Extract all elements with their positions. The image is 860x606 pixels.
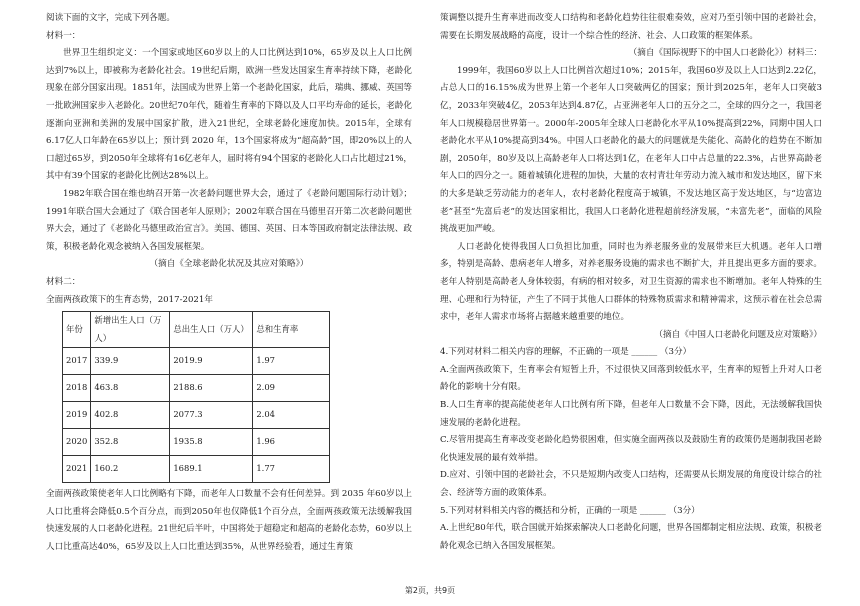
table-header: 年份 [63, 312, 91, 348]
table-cell-total-births: 1689.1 [170, 456, 253, 483]
table-cell-total-births: 2019.9 [170, 348, 253, 375]
table-row [63, 348, 330, 375]
page-footer [0, 585, 860, 596]
material-three-source: （摘自《中国人口老龄化问题及应对策略》） [654, 329, 822, 340]
page-number: 第2页，共9页 [404, 586, 456, 595]
table-cell-total-births: 2188.6 [170, 375, 253, 402]
material-three-paragraph: 1999年，我国60岁以上人口比例首次超过10%；2015年，我国60岁及以上人口达到2.22亿，占总人口的16.15%成为世界上第一个老年人口突破两亿的国家；预计到2025年，老年人口突破3亿，2033年突破4亿，2053年达到4.87亿，占亚洲老年人口的五分之二，全球的四分之一，我国老年人口规模稳居世界第一。2000年-2005年全球人口老龄化水平从10%提高到22%，同期中国人口老龄化水平从10%提高到34%。中国人口老龄化的最大的问题就是失能化、高龄化的趋势在不断加剧，2050年，80岁及以上高龄老年人口将达到1亿，在老年人口中占总量的22.3%，占世界高龄老年人口的四分之一。随着城镇化进程的加快，大量的农村青壮年劳动力流入城市和发达地区，留下来的大多是缺乏劳动能力的老年人，农村老龄化程度高于城镇，不发达地区高于发达地区，与“边富边老”甚至“先富后老”的发达国家相比，我国人口老龄化进程超前经济发展，“未富先老”，面临的风险挑战更加严峻。 [440, 65, 822, 235]
table-row [63, 456, 330, 483]
material-one-paragraph: 1982年联合国在维也纳召开第一次老龄问题世界大会，通过了《老龄问题国际行动计划》；1991年联合国大会通过了《联合国老年人原则》；2002年联合国在马德里召开第二次老龄问题世界大会，通过了《老龄化马德里政治宣言》。美国、德国、英国、日本等国政府制定法律法规、政策，积极老龄化观念被纳入各国发展框架。 [46, 188, 413, 252]
table-header: 新增出生人口（万人） [91, 312, 170, 348]
table-cell-fertility-rate: 2.09 [253, 375, 330, 402]
table-cell-new-births: 160.2 [91, 456, 170, 483]
table-header: 总出生人口（万人） [170, 312, 253, 348]
table-cell-total-births: 1935.8 [170, 429, 253, 456]
question-4-option-c: C.尽管用提高生育率改变老龄化趋势很困难，但实施全面两孩以及鼓励生育的政策仍是遏制我国老龄化快速发展的最有效举措。 [440, 435, 822, 463]
table-cell-new-births: 352.8 [91, 429, 170, 456]
table-row [63, 429, 330, 456]
material-three-paragraph: 人口老龄化使得我国人口负担比加重，同时也为养老服务业的发展带来巨大机遇。老年人口增多，特别是高龄、患病老年人增多，对养老服务设施的需求也不断扩大，并且提出更多方面的要求。老年人特别是高龄老人身体较弱，有病的相对较多，对卫生资源的需求也不断增加。老年人特殊的生理、心理和行为特征，产生了不同于其他人口群体的特殊物质需求和精神需求，这预示着在社会总需求中，老年人需求市场将占据越来越重要的地位。 [440, 241, 822, 323]
table-cell-fertility-rate: 1.97 [253, 348, 330, 375]
question-4: 4.下列对材料二相关内容的理解，不正确的一项是 ______ （3分） [440, 347, 692, 358]
table-cell-year: 2019 [63, 402, 91, 429]
material-two-paragraph: 全面两孩政策使老年人口比例略有下降，而老年人口数量不会有任何差异。到 2035 年60岁以上人口比重将会降低0.5个百分点，而到2050年也仅降低1个百分点，全面两孩政策无法缓解我国快速发展的人口老龄化进程。21世纪后半叶，中国将处于超稳定和超高的老龄化态势，60岁以上人口比重高达40%，65岁及以上人口比重达到35%，从世界经验看，通过生育策 [46, 489, 412, 553]
table-cell-fertility-rate: 1.77 [253, 456, 330, 483]
table-row [63, 375, 330, 402]
table-header-row [63, 312, 330, 348]
table-cell-fertility-rate: 1.96 [253, 429, 330, 456]
table-cell-year: 2017 [63, 348, 91, 375]
material-one-paragraph: 世界卫生组织定义：一个国家或地区60岁以上的人口比例达到10%，65岁及以上人口比例达到7%以上，即被称为老龄化社会。19世纪后期，欧洲一些发达国家生育率持续下降，老龄化现象在部分国家出现。1851年，法国成为世界上第一个老龄化国家，此后，瑞典、挪威、英国等一批欧洲国家步入老龄化。20世纪70年代，随着生育率的下降以及人口平均寿命的延长，老龄化逐渐向亚洲和美洲的发展中国家扩散，进入21世纪，全球老龄化速度加快。2015年，全球有6.17亿人口年龄在65岁以上；预计到 2020 年，13个国家将成为“超高龄”国，即20%以上的人口超过65岁，到2050年全球将有16亿老年人，届时将有94个国家的老龄化人口占比超过21%，其中有39个国家的老龄化比例达28%以上。 [46, 48, 412, 182]
table-cell-year: 2018 [63, 375, 91, 402]
question-5: 5.下列对材料相关内容的概括和分析，正确的一项是 ______ （3分） [440, 505, 700, 516]
table-cell-new-births: 402.8 [91, 402, 170, 429]
left-column [46, 10, 412, 557]
table-caption: 全面两孩政策下的生育态势，2017-2021年 [46, 294, 213, 305]
table-cell-new-births: 339.9 [91, 348, 170, 375]
table-cell-year: 2021 [63, 456, 91, 483]
material-one-source: （摘自《全球老龄化状况及其应对策略》） [149, 259, 309, 270]
question-5-option-a: A.上世纪80年代，联合国就开始探索解决人口老龄化问题，世界各国都制定相应法规、政策，积极老龄化观念已纳入各国发展框架。 [440, 523, 822, 551]
reading-instruction: 阅读下面的文字，完成下列各题。 [46, 13, 175, 23]
question-4-option-a: A.全面两孩政策下，生育率会有短暂上升，不过很快又回落到较低水平，生育率的短暂上升对人口老龄化的影响十分有限。 [440, 364, 822, 393]
table-cell-new-births: 463.8 [91, 375, 170, 402]
right-column [440, 10, 822, 555]
table-cell-total-births: 2077.3 [170, 402, 253, 429]
question-4-option-b: B.人口生育率的提高能使老年人口比例有所下降，但老年人口数量不会下降，因此，无法缓解我国快速发展的老龄化进程。 [440, 400, 822, 428]
material-two-title: 材料二： [46, 276, 81, 287]
question-4-option-d: D.应对、引领中国的老龄社会，不只是短期内改变人口结构，还需要从长期发展的角度设计综合的社会、经济等方面的政策体系。 [440, 470, 822, 499]
table-cell-year: 2020 [63, 429, 91, 456]
material-one-title: 材料一： [46, 30, 81, 41]
birth-trend-table [62, 311, 330, 483]
material-two-source: （摘自《国际视野下的中国人口老龄化》）材料三： [628, 48, 822, 59]
table-header: 总和生育率 [253, 312, 330, 348]
table-cell-fertility-rate: 2.04 [253, 402, 330, 429]
material-two-continuation: 策调整以提升生育率进而改变人口结构和老龄化趋势往往很难奏效，应对乃至引领中国的老龄社会，需要在长期发展战略的高度，设计一个综合性的经济、社会、人口政策的框架体系。 [440, 13, 822, 41]
table-row [63, 402, 330, 429]
